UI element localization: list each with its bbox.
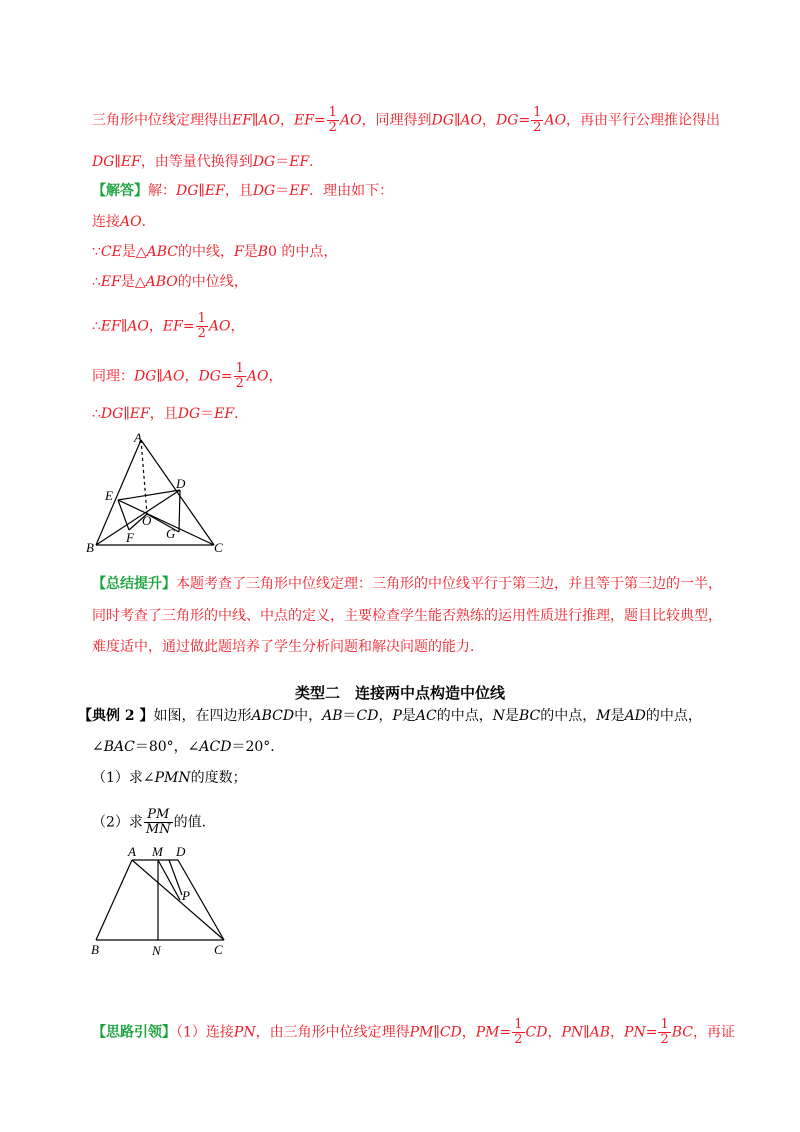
example-line-2: ∠BAC＝80°，∠ACD＝20°． [92, 739, 285, 755]
label-C: C [214, 540, 223, 555]
answer-step-1: 连接AO． [92, 214, 156, 230]
answer-step-3: ∴EF是△ABO的中位线， [92, 274, 248, 290]
summary-line-3: 难度适中，通过做此题培养了学生分析问题和解决问题的能力． [92, 639, 484, 655]
fraction-half: $\frac{1}{2}$ [514, 1017, 523, 1047]
label-F: F [126, 530, 134, 545]
example-tag: 【典例 2 】 [78, 708, 154, 724]
fraction-pm-mn: $\frac{PM}{MN}$ [145, 807, 171, 837]
answer-step-4: ∴EF∥AO，EF= $\frac{1}{2}$ AO， [92, 311, 245, 341]
fraction-half: $\frac{1}{2}$ [197, 311, 206, 341]
hint-tag: 【思路引领】 [92, 1024, 176, 1041]
question-1: （1）求∠PMN的度数； [92, 770, 247, 786]
label-C: C [214, 942, 223, 957]
label-A: A [134, 430, 142, 445]
reasoning-line-2: DG∥EF，由等量代换得到DG＝EF． [92, 154, 324, 170]
question-2: （2）求 $\frac{PM}{MN}$ 的值． [92, 807, 216, 837]
fraction-half: $\frac{1}{2}$ [660, 1017, 669, 1047]
summary-line-2: 同时考查了三角形的中线、中点的定义，主要检查学生能否熟练的运用性质进行推理，题目比较典型， [92, 608, 722, 624]
label-O: O [142, 513, 152, 528]
label-D: D [176, 844, 186, 859]
answer-conclusion: ∴DG∥EF，且DG＝EF． [92, 406, 249, 422]
label-D: D [176, 476, 186, 491]
hint-line: 【思路引领】（1）连接PN，由三角形中位线定理得PM∥CD，PM= $\frac{1}{2}$ CD，PN∥AB，PN= $\frac{1}{2}$ BC，再证 [92, 1017, 735, 1047]
fraction-half: $\frac{1}{2}$ [235, 361, 244, 391]
fraction-half: $\frac{1}{2}$ [328, 105, 337, 135]
label-A: A [128, 844, 136, 859]
summary-tag: 【总结提升】 [92, 576, 176, 592]
example-line-1: 【典例 2 】如图，在四边形ABCD中，AB＝CD，P是AC的中点，N是BC的中点，M是AD的中点， [78, 708, 702, 724]
answer-step-2: ∵CE是△ABC的中线，F是B0 的中点， [92, 244, 338, 260]
label-E: E [105, 488, 113, 503]
fraction-half: $\frac{1}{2}$ [533, 105, 542, 135]
triangle-figure [84, 428, 234, 556]
summary-line-1: 【总结提升】本题考查了三角形中位线定理：三角形的中位线平行于第三边，并且等于第三边的一半， [92, 576, 722, 592]
reasoning-line-1: 三角形中位线定理得出EF∥AO，EF= $\frac{1}{2}$ AO，同理得到DG∥AO，DG= $\frac{1}{2}$ AO，再由平行公理推论得出 [92, 105, 721, 135]
label-B: B [86, 540, 94, 555]
label-P: P [182, 888, 190, 903]
answer-step-5: 同理：DG∥AO，DG= $\frac{1}{2}$ AO， [92, 361, 283, 391]
label-B: B [91, 942, 99, 957]
label-M: M [152, 844, 163, 859]
label-N: N [152, 943, 161, 958]
label-G: G [166, 526, 176, 541]
quadrilateral-figure [86, 842, 236, 960]
section-heading: 类型二 连接两中点构造中位线 [294, 684, 505, 702]
answer-header: 【解答】解：DG∥EF，且DG＝EF．理由如下： [92, 183, 394, 199]
answer-tag: 【解答】 [92, 183, 148, 199]
